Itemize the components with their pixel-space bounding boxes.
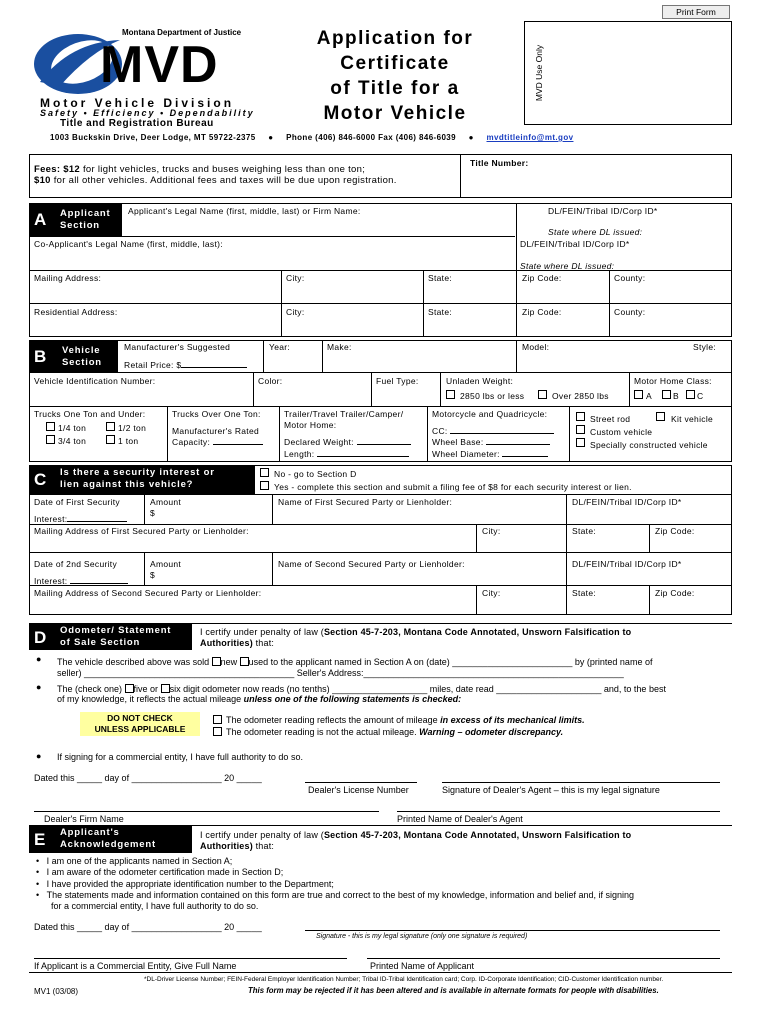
sold-new-checkbox[interactable] (212, 657, 221, 666)
class-c-label: C (697, 391, 704, 401)
special-vehicle-checkbox[interactable] (576, 438, 585, 447)
sold-line: The vehicle described above was sold new used to the applicant named in Section A on (date) ________________________ by (printed name of (57, 657, 653, 667)
fees-line-1: Fees: $12 for light vehicles, trucks and buses weighing less than one ton; (34, 164, 366, 175)
date-second-label: Date of 2nd Security (34, 559, 118, 569)
lien-no-label: No - go to Section D (274, 469, 357, 479)
motor-home-class-label: Motor Home Class: (634, 376, 712, 386)
ack-item-2: • I am aware of the odometer certification made in Section D; (36, 867, 284, 878)
half-ton-label: 1/2 ton (118, 423, 147, 433)
lt-2850-label: 2850 lbs or less (460, 391, 525, 401)
coapplicant-label: Co-Applicant's Legal Name (first, middle, last): (34, 239, 223, 249)
interest-label-2: Interest: (34, 576, 128, 586)
dealer-agent-label: Printed Name of Dealer's Agent (397, 814, 523, 824)
make-label: Make: (327, 342, 352, 352)
residential-address-label: Residential Address: (34, 307, 118, 317)
dealer-dated-line: Dated this _____ day of __________________ 20 _____ (34, 773, 262, 783)
trucks-over-label: Trucks Over One Ton: (172, 409, 261, 419)
applicant-name-field[interactable] (124, 216, 534, 234)
class-c-checkbox[interactable] (686, 390, 695, 399)
excess-mileage-checkbox[interactable] (213, 715, 222, 724)
custom-vehicle-label: Custom vehicle (590, 427, 653, 437)
vin-label: Vehicle Identification Number: (34, 376, 156, 386)
year-label: Year: (269, 342, 291, 352)
amount-dollar-2: $ (150, 570, 156, 580)
title-line-2: Certificate (340, 53, 450, 74)
capacity-label: Capacity: (172, 437, 263, 447)
section-b-letter: B (34, 347, 47, 366)
second-party-label: Name of Second Secured Party or Lienholder: (278, 559, 465, 569)
division-name: Motor Vehicle Division (40, 96, 235, 110)
section-d-letter: D (34, 628, 47, 647)
first-zip-label: Zip Code: (655, 526, 695, 536)
three-quarter-ton-label: 3/4 ton (58, 436, 87, 446)
not-actual-label: The odometer reading is not the actual mileage. Warning – odometer discrepancy. (226, 727, 564, 737)
bullet-1: ● (36, 654, 42, 664)
excess-mileage-label: The odometer reading reflects the amount of mileage in excess of its mechanical limits. (226, 715, 585, 725)
section-e-certify: I certify under penalty of law (Section 45-7-203, Montana Code Annotated, Unsworn Falsification to Authorities) that: (200, 830, 632, 851)
one-ton-checkbox[interactable] (106, 435, 115, 444)
dealer-license-label: Dealer's License Number (308, 785, 409, 795)
applicant-signature-label: Signature - this is my legal signature (only one signature is required) (316, 933, 528, 940)
color-label: Color: (258, 376, 283, 386)
three-quarter-ton-checkbox[interactable] (46, 435, 55, 444)
gt-2850-label: Over 2850 lbs (552, 391, 609, 401)
dealer-firm-label: Dealer's Firm Name (44, 814, 124, 824)
quarter-ton-label: 1/4 ton (58, 423, 87, 433)
second-zip-label: Zip Code: (655, 588, 695, 598)
section-c-title: Is there a security interest or lien against this vehicle? (60, 467, 215, 490)
ack-item-4: • The statements made and information contained on this form are true and correct to the best of my knowledge, information and belief and, if signing (36, 889, 634, 900)
special-vehicle-label: Specially constructed vehicle (590, 440, 708, 450)
bullet-3: ● (36, 751, 42, 761)
dl-fein-label: DL/FEIN/Tribal ID/Corp ID* (548, 206, 658, 216)
bullet-2: ● (36, 682, 42, 692)
ack-list (36, 856, 634, 912)
not-actual-checkbox[interactable] (213, 727, 222, 736)
state-dl-label-2: State where DL issued: (520, 261, 615, 271)
bureau-name: Title and Registration Bureau (60, 118, 214, 129)
address-line: 1003 Buckskin Drive, Deer Lodge, MT 59722-2375 ● Phone (406) 846-6000 Fax (406) 846-6039 ● mvdtitleinfo@mt.gov (50, 133, 574, 142)
lien-yes-checkbox[interactable] (260, 481, 269, 490)
mfr-rated-label: Manufacturer's Rated (172, 426, 259, 436)
email-link[interactable]: mvdtitleinfo@mt.gov (486, 133, 574, 142)
title-line-3: of Title for a (330, 78, 460, 99)
title-line-1: Application for (316, 28, 474, 49)
sold-used-checkbox[interactable] (240, 657, 249, 666)
mvd-use-only-label: MVD Use Only (534, 44, 544, 102)
zip-label: Zip Code: (522, 273, 562, 283)
section-d-certify: I certify under penalty of law (Section 45-7-203, Montana Code Annotated, Unsworn Falsification to Authorities) that: (200, 627, 632, 648)
tagline: Safety • Efficiency • Dependability (40, 108, 255, 118)
declared-weight-label: Declared Weight: (284, 437, 411, 447)
odometer-line: The (check one) five or six digit odometer now reads (no tenths) ___________________ miles, date read _____________________ and, to the best (57, 684, 666, 694)
first-dl-fein-label: DL/FEIN/Tribal ID/Corp ID* (572, 497, 682, 507)
class-b-checkbox[interactable] (662, 390, 671, 399)
fuel-type-label: Fuel Type: (376, 376, 419, 386)
section-d-title: Odometer/ Statement of Sale Section (60, 625, 172, 648)
wheel-base-label: Wheel Base: (432, 437, 550, 447)
model-label: Model: (522, 342, 550, 352)
seller-line: seller) __________________________________________ Seller's Address:____________________________________________________ (57, 668, 624, 678)
commercial-authority: If signing for a commercial entity, I have full authority to do so. (57, 752, 303, 762)
amount-label: Amount (150, 497, 182, 507)
style-label: Style: (693, 342, 717, 352)
state-label: State: (428, 273, 453, 283)
section-b-title: Vehicle Section (62, 345, 102, 368)
section-a-letter: A (34, 210, 47, 229)
street-rod-label: Street rod (590, 414, 631, 424)
half-ton-checkbox[interactable] (106, 422, 115, 431)
county-label: County: (614, 273, 646, 283)
lien-yes-label: Yes - complete this section and submit a filing fee of $8 for each security interest or lien. (274, 482, 632, 492)
footer-rejected-note: This form may be rejected if it has been altered and is available in alternate formats for people with disabilities. (248, 986, 659, 995)
class-a-checkbox[interactable] (634, 390, 643, 399)
city-label: City: (286, 273, 305, 283)
title-number-field[interactable] (462, 170, 730, 196)
wheel-diameter-label: Wheel Diameter: (432, 449, 548, 459)
amount-dollar: $ (150, 508, 156, 518)
commercial-name-label: If Applicant is a Commercial Entity, Give Full Name (34, 961, 237, 971)
class-a-label: A (646, 391, 652, 401)
ack-item-1: • I am one of the applicants named in Section A; (36, 856, 233, 866)
logo-text: MVD (100, 36, 219, 94)
title-line-4: Motor Vehicle (323, 103, 467, 124)
motorcycle-label: Motorcycle and Quadricycle: (432, 409, 548, 419)
kit-vehicle-checkbox[interactable] (656, 412, 665, 421)
one-ton-label: 1 ton (118, 436, 139, 446)
unladen-weight-label: Unladen Weight: (446, 376, 514, 386)
quarter-ton-checkbox[interactable] (46, 422, 55, 431)
six-digit-checkbox[interactable] (161, 684, 170, 693)
class-b-label: B (673, 391, 679, 401)
unladen-lt-2850-checkbox[interactable] (446, 390, 455, 399)
amount-label-2: Amount (150, 559, 182, 569)
section-e-letter: E (34, 830, 46, 849)
printed-name-label: Printed Name of Applicant (370, 961, 475, 971)
date-first-label: Date of First Security (34, 497, 120, 507)
msrp-label-1: Manufacturer's Suggested (124, 342, 231, 352)
department-name: Montana Department of Justice (122, 28, 242, 37)
length-label: Length: (284, 449, 409, 459)
lien-no-checkbox[interactable] (260, 468, 269, 477)
custom-vehicle-checkbox[interactable] (576, 425, 585, 434)
applicant-dated-line: Dated this _____ day of __________________ 20 _____ (34, 922, 262, 932)
form-id: MV1 (03/08) (34, 987, 79, 996)
kit-vehicle-label: Kit vehicle (671, 414, 714, 424)
first-city-label: City: (482, 526, 501, 536)
trailer-label: Trailer/Travel Trailer/Camper/ (284, 409, 404, 419)
title-number-label: Title Number: (470, 158, 529, 168)
mailing-second-label: Mailing Address of Second Secured Party or Lienholder: (34, 588, 262, 598)
state-dl-label: State where DL issued: (548, 227, 643, 237)
fees-line-2: $10 for all other vehicles. Additional fees and taxes will be due upon registration. (34, 175, 397, 186)
ack-item-3: • I have provided the appropriate identification number to the Department; (36, 878, 334, 889)
trucks-one-ton-label: Trucks One Ton and Under: (34, 409, 146, 419)
county-label-2: County: (614, 307, 646, 317)
city-label-2: City: (286, 307, 305, 317)
address: 1003 Buckskin Drive, Deer Lodge, MT 59722-2375 (50, 133, 256, 142)
footer-abbreviations: *DL-Driver License Number; FEIN-Federal Employer Identification Number; Tribal ID-Tribal Identification card; Corp. ID-Corporate Identification; CID-Customer Identification number. (144, 976, 664, 983)
msrp-label-2: Retail Price: $ (124, 360, 247, 370)
zip-label-2: Zip Code: (522, 307, 562, 317)
interest-label: Interest: (34, 514, 127, 524)
section-e-title: Applicant's Acknowledgement (60, 827, 156, 850)
street-rod-checkbox[interactable] (576, 412, 585, 421)
applicant-name-label: Applicant's Legal Name (first, middle, last) or Firm Name: (128, 206, 361, 216)
first-state-label: State: (572, 526, 597, 536)
phone: Phone (406) 846-6000 Fax (406) 846-6039 (286, 133, 457, 142)
coapplicant-field[interactable] (32, 250, 512, 268)
section-a-title: Applicant Section (60, 208, 111, 231)
dealer-signature-label: Signature of Dealer's Agent – this is my legal signature (442, 785, 660, 795)
state-label-2: State: (428, 307, 453, 317)
ack-item-4b: for a commercial entity, I have full authority to do so. (51, 901, 259, 912)
unladen-gt-2850-checkbox[interactable] (538, 390, 547, 399)
do-not-check-note: DO NOT CHECK UNLESS APPLICABLE (80, 712, 200, 736)
knowledge-line: of my knowledge, it reflects the actual mileage unless one of the following statements is checked: (57, 694, 462, 704)
section-c-letter: C (34, 470, 47, 489)
second-state-label: State: (572, 588, 597, 598)
mailing-address-label: Mailing Address: (34, 273, 102, 283)
form-title (300, 26, 490, 126)
print-form-button[interactable]: Print Form (662, 5, 730, 19)
mvd-use-only-box (524, 21, 732, 125)
five-digit-checkbox[interactable] (125, 684, 134, 693)
dl-fein-label-2: DL/FEIN/Tribal ID/Corp ID* (520, 239, 630, 249)
mailing-first-label: Mailing Address of First Secured Party or Lienholder: (34, 526, 249, 536)
motor-home-label: Motor Home: (284, 420, 337, 430)
second-city-label: City: (482, 588, 501, 598)
cc-label: CC: (432, 426, 554, 436)
first-party-label: Name of First Secured Party or Lienholder: (278, 497, 453, 507)
second-dl-fein-label: DL/FEIN/Tribal ID/Corp ID* (572, 559, 682, 569)
